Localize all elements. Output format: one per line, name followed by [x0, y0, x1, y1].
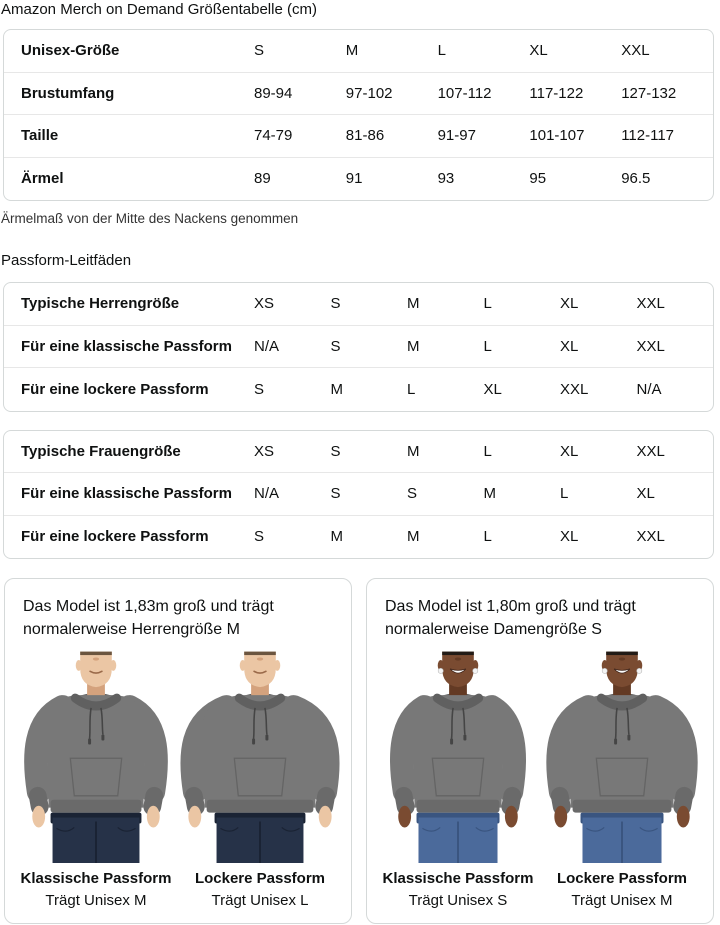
size-cell: XXL: [636, 337, 665, 355]
model-description: Das Model ist 1,83m groß und trägt normalerweise Herrengröße M: [23, 598, 274, 638]
row-label: Taille: [21, 127, 59, 145]
size-cell: XL: [560, 442, 579, 460]
row-label: Für eine klassische Passform: [21, 485, 232, 503]
size-cell: S: [330, 295, 341, 313]
measure-cell: 81-86: [345, 127, 385, 145]
size-cell: L: [483, 528, 492, 546]
table-row: [4, 115, 713, 158]
measure-cell: 117-122: [529, 84, 584, 102]
model-photo-male-classic: [15, 649, 177, 863]
model-photo-male-loose: [179, 649, 341, 863]
size-cell: L: [483, 337, 492, 355]
table-row: [4, 283, 713, 326]
size-cell: M: [407, 295, 420, 313]
female-model-card: [366, 578, 714, 924]
model-cards: [4, 578, 714, 924]
size-cell: XS: [254, 442, 275, 460]
table-row: [4, 431, 713, 474]
figure-classic-fit: [377, 649, 539, 911]
measure-cell: 112-117: [621, 127, 675, 145]
size-cell: XL: [560, 337, 579, 355]
table-row: [4, 516, 713, 559]
measure-cell: 97-102: [345, 84, 393, 102]
model-description: Das Model ist 1,80m groß und trägt normalerweise Damengröße S: [385, 598, 636, 638]
measure-cell: 91-97: [437, 127, 476, 145]
size-cell: XXL: [636, 295, 665, 313]
size-cell: XL: [529, 42, 548, 60]
worn-size-label: Trägt Unisex S: [408, 892, 508, 909]
model-photo-female-loose: [541, 649, 703, 863]
figure-row: [15, 649, 341, 911]
size-cell: XL: [636, 485, 655, 503]
table-row: [4, 326, 713, 369]
fit-label: Klassische Passform: [382, 870, 534, 887]
size-cell: N/A: [254, 337, 280, 355]
size-cell: L: [483, 442, 492, 460]
size-cell: XS: [254, 295, 275, 313]
measure-cell: 107-112: [437, 84, 492, 102]
model-photo-female-classic: [377, 649, 539, 863]
womens-fit-table: [3, 430, 714, 560]
measure-cell: 91: [345, 170, 363, 188]
fit-label: Lockere Passform: [194, 870, 326, 887]
size-cell: M: [407, 442, 420, 460]
worn-size-label: Trägt Unisex M: [571, 892, 673, 909]
fit-guides-heading: Passform-Leitfäden: [1, 252, 132, 269]
measure-cell: 95: [529, 170, 547, 188]
worn-size-label: Trägt Unisex L: [211, 892, 309, 909]
size-cell: M: [345, 42, 359, 60]
figure-loose-fit: [179, 649, 341, 911]
figure-loose-fit: [541, 649, 703, 911]
size-cell: S: [330, 485, 341, 503]
row-label: Brustumfang: [21, 84, 115, 102]
size-cell: S: [254, 42, 265, 60]
size-cell: S: [254, 380, 265, 398]
size-cell: M: [330, 380, 343, 398]
row-label: Typische Frauengröße: [21, 442, 181, 460]
size-cell: M: [330, 528, 343, 546]
size-cell: L: [483, 295, 492, 313]
size-cell: XXL: [621, 42, 650, 60]
size-cell: XXL: [560, 380, 589, 398]
size-cell: N/A: [254, 485, 280, 503]
row-label: Typische Herrengröße: [21, 295, 180, 313]
size-cell: S: [330, 442, 341, 460]
measure-cell: 127-132: [621, 84, 677, 102]
size-cell: L: [437, 42, 446, 60]
size-cell: M: [407, 528, 420, 546]
measure-cell: 96.5: [621, 170, 651, 188]
table-row: [4, 473, 713, 516]
page-title: Amazon Merch on Demand Größentabelle (cm): [1, 1, 317, 18]
size-cell: S: [254, 528, 265, 546]
figure-classic-fit: [15, 649, 177, 911]
table-row: [4, 158, 713, 201]
table-row: [4, 368, 713, 411]
table-row: [4, 73, 713, 116]
size-cell: S: [407, 485, 418, 503]
row-label: Für eine lockere Passform: [21, 528, 209, 546]
measure-cell: 101-107: [529, 127, 585, 145]
measure-cell: 74-79: [254, 127, 293, 145]
mens-fit-table: [3, 282, 714, 412]
row-label: Ärmel: [21, 170, 64, 188]
size-cell: XL: [560, 295, 579, 313]
male-model-card: [4, 578, 352, 924]
fit-label: Klassische Passform: [20, 870, 172, 887]
measure-cell: 93: [437, 170, 455, 188]
size-cell: M: [407, 337, 420, 355]
measure-cell: 89-94: [254, 84, 293, 102]
size-cell: L: [407, 380, 416, 398]
worn-size-label: Trägt Unisex M: [45, 892, 147, 909]
figure-row: [377, 649, 703, 911]
measure-cell: 89: [254, 170, 271, 188]
sleeve-measure-note: Ärmelmaß von der Mitte des Nackens genommen: [1, 211, 299, 226]
size-cell: M: [483, 485, 496, 503]
fit-label: Lockere Passform: [556, 870, 688, 887]
size-cell: S: [330, 337, 341, 355]
row-label: Unisex-Größe: [21, 42, 120, 60]
table-row: [4, 30, 713, 73]
unisex-size-table: [3, 29, 714, 201]
size-cell: N/A: [636, 380, 662, 398]
row-label: Für eine klassische Passform: [21, 337, 232, 355]
size-cell: XXL: [636, 528, 665, 546]
size-cell: XL: [560, 528, 579, 546]
size-cell: L: [560, 485, 569, 503]
size-cell: XL: [483, 380, 502, 398]
size-cell: XXL: [636, 442, 665, 460]
row-label: Für eine lockere Passform: [21, 380, 209, 398]
